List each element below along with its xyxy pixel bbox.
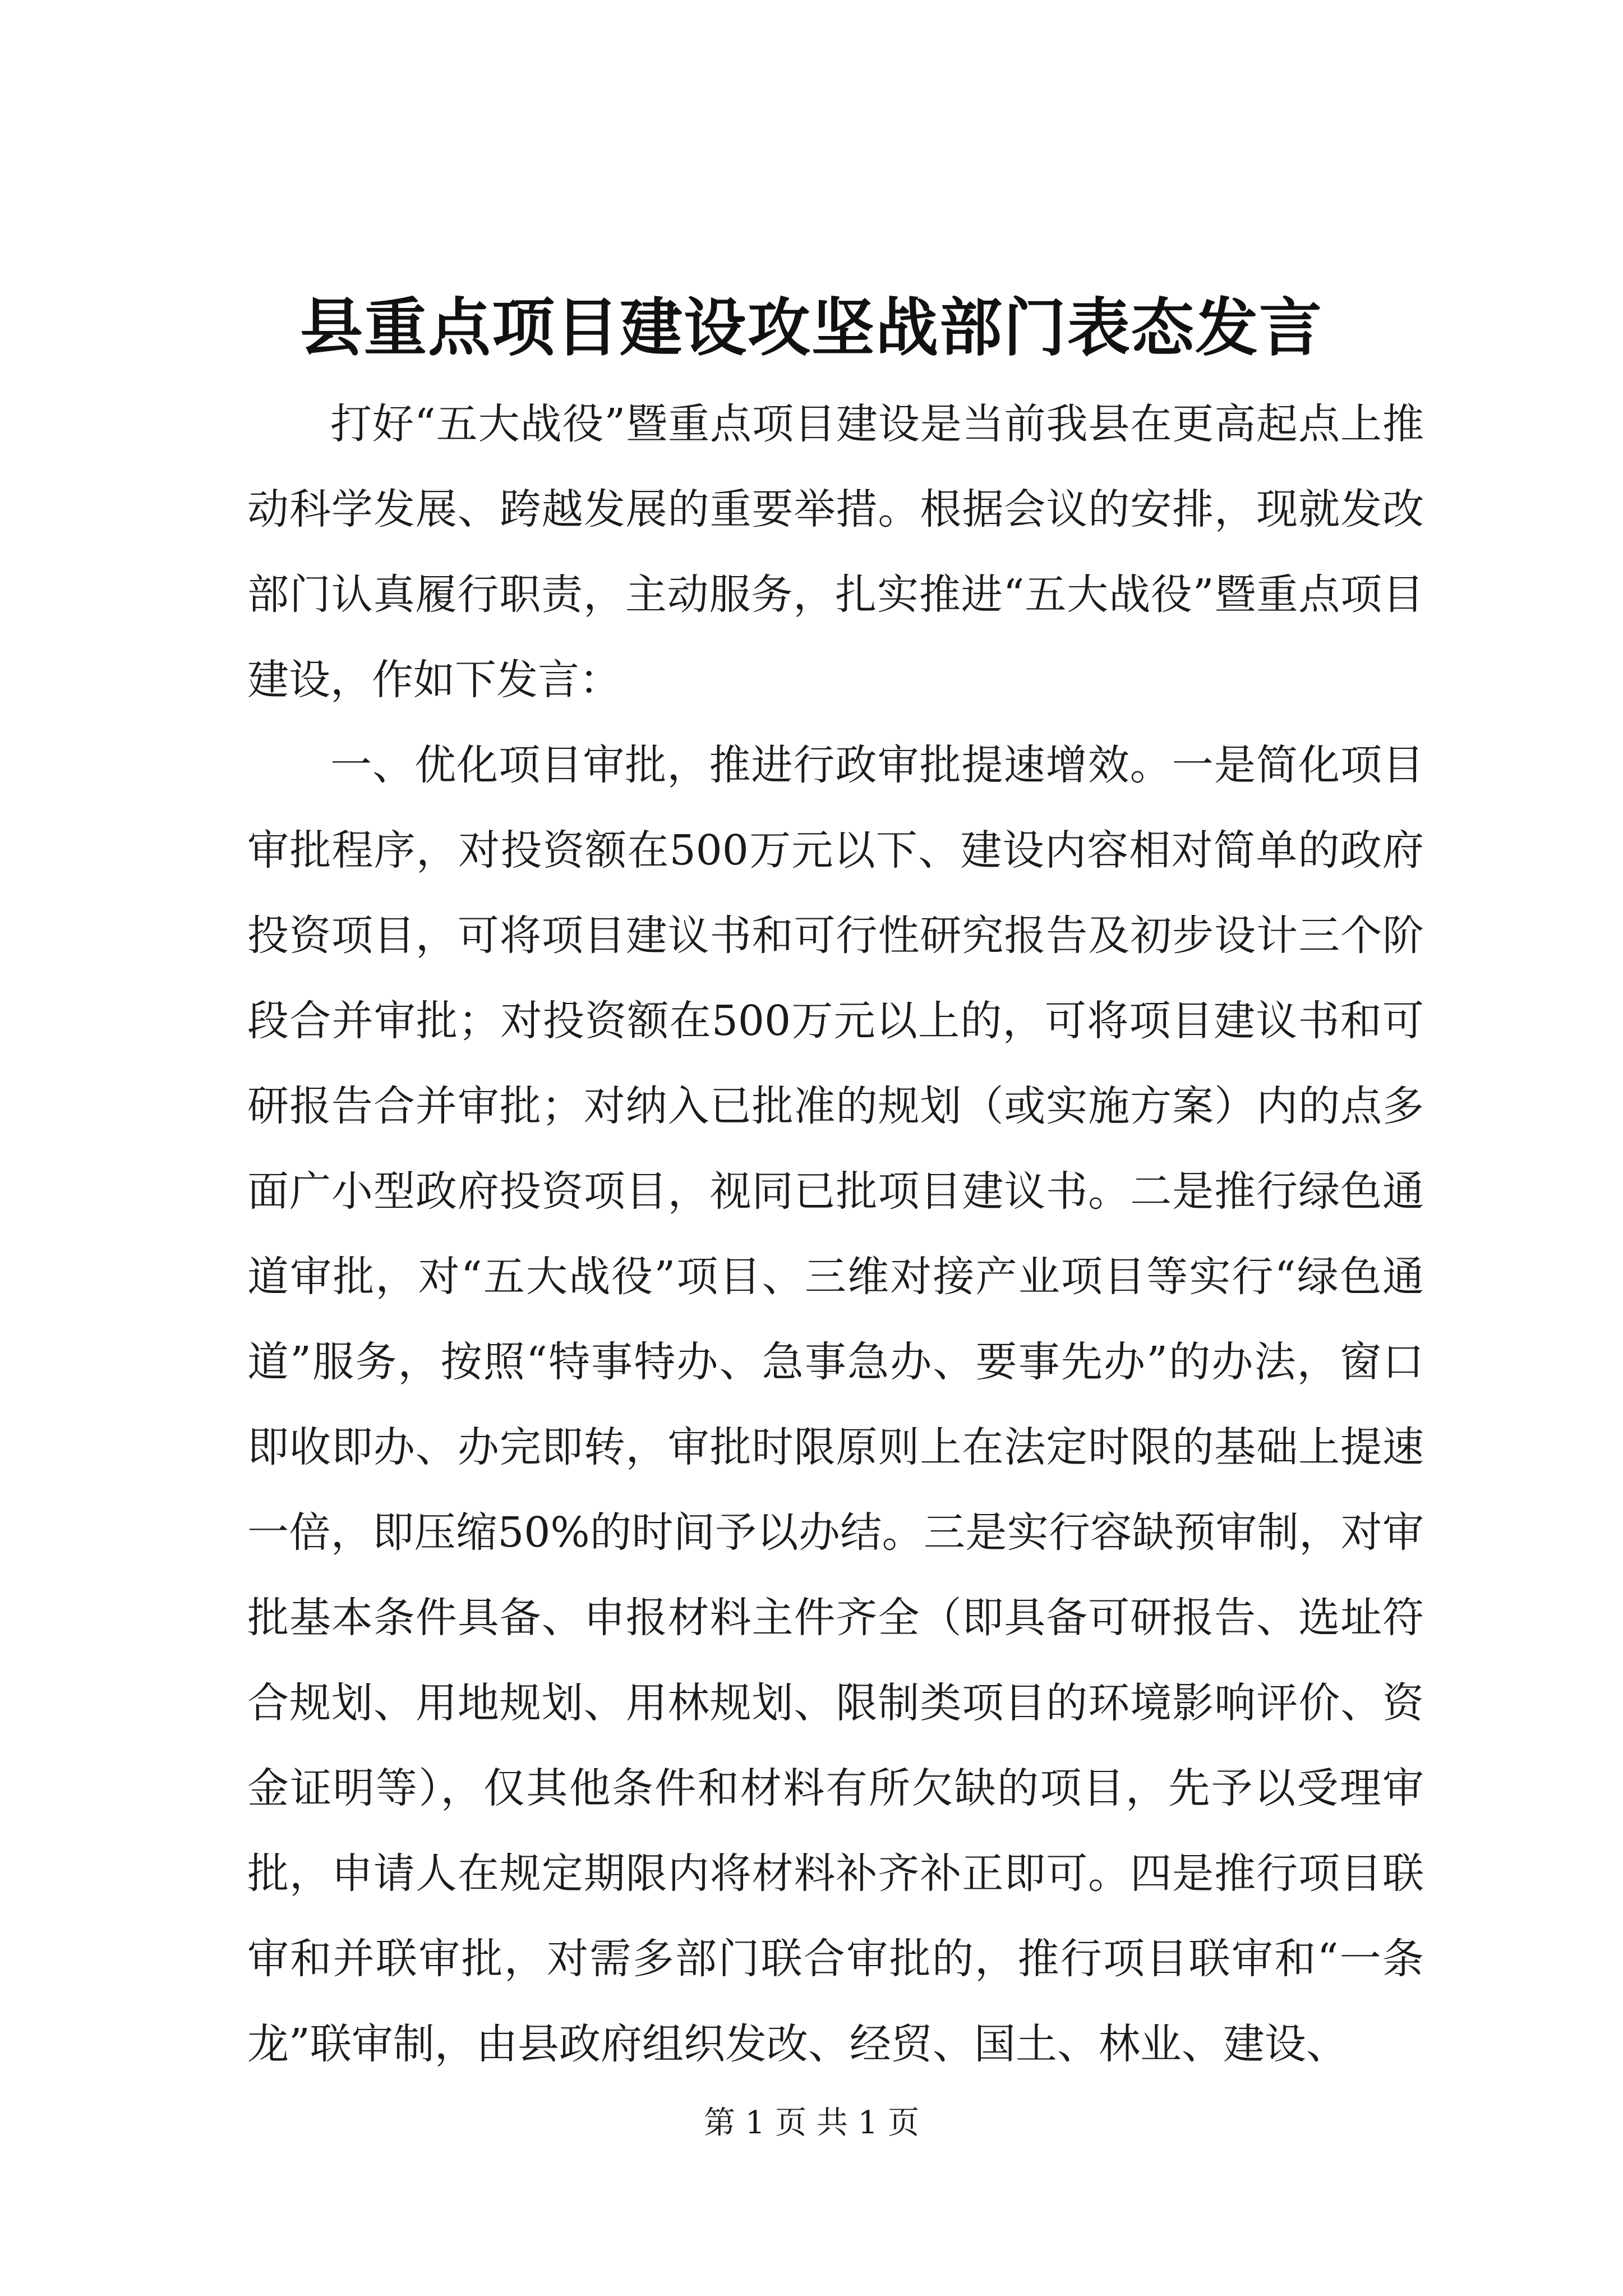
document-body	[247, 381, 1424, 2087]
paragraph-intro: 打好“五大战役”暨重点项目建设是当前我县在更高起点上推动科学发展、跨越发展的重要举措。根据会议的安排，现就发改部门认真履行职责，主动服务，扎实推进“五大战役”暨重点项目建设，作如下发言：	[247, 400, 1424, 704]
paragraph-section-1: 一、优化项目审批，推进行政审批提速增效。一是简化项目审批程序，对投资额在500万元以下、建设内容相对简单的政府投资项目，可将项目建议书和可行性研究报告及初步设计三个阶段合并审批；对投资额在500万元以上的，可将项目建议书和可研报告合并审批；对纳入已批准的规划（或实施方案）内的点多面广小型政府投资项目，视同已批项目建议书。二是推行绿色通道审批，对“五大战役”项目、三维对接产业项目等实行“绿色通道”服务，按照“特事特办、急事急办、要事先办”的办法，窗口即收即办、办完即转，审批时限原则上在法定时限的基础上提速一倍，即压缩50%的时间予以办结。三是实行容缺预审制，对审批基本条件具备、申报材料主件齐全（即具备可研报告、选址符合规划、用地规划、用林规划、限制类项目的环境影响评价、资金证明等），仅其他条件和材料有所欠缺的项目，先予以受理审批，申请人在规定期限内将材料补齐补正即可。四是推行项目联审和并联审批，对需多部门联合审批的，推行项目联审和“一条龙”联审制，由县政府组织发改、经贸、国土、林业、建设、	[247, 741, 1424, 2068]
document-title: 县重点项目建设攻坚战部门表态发言	[300, 291, 1323, 365]
page-number-footer: 第 1 页 共 1 页	[703, 2105, 920, 2141]
